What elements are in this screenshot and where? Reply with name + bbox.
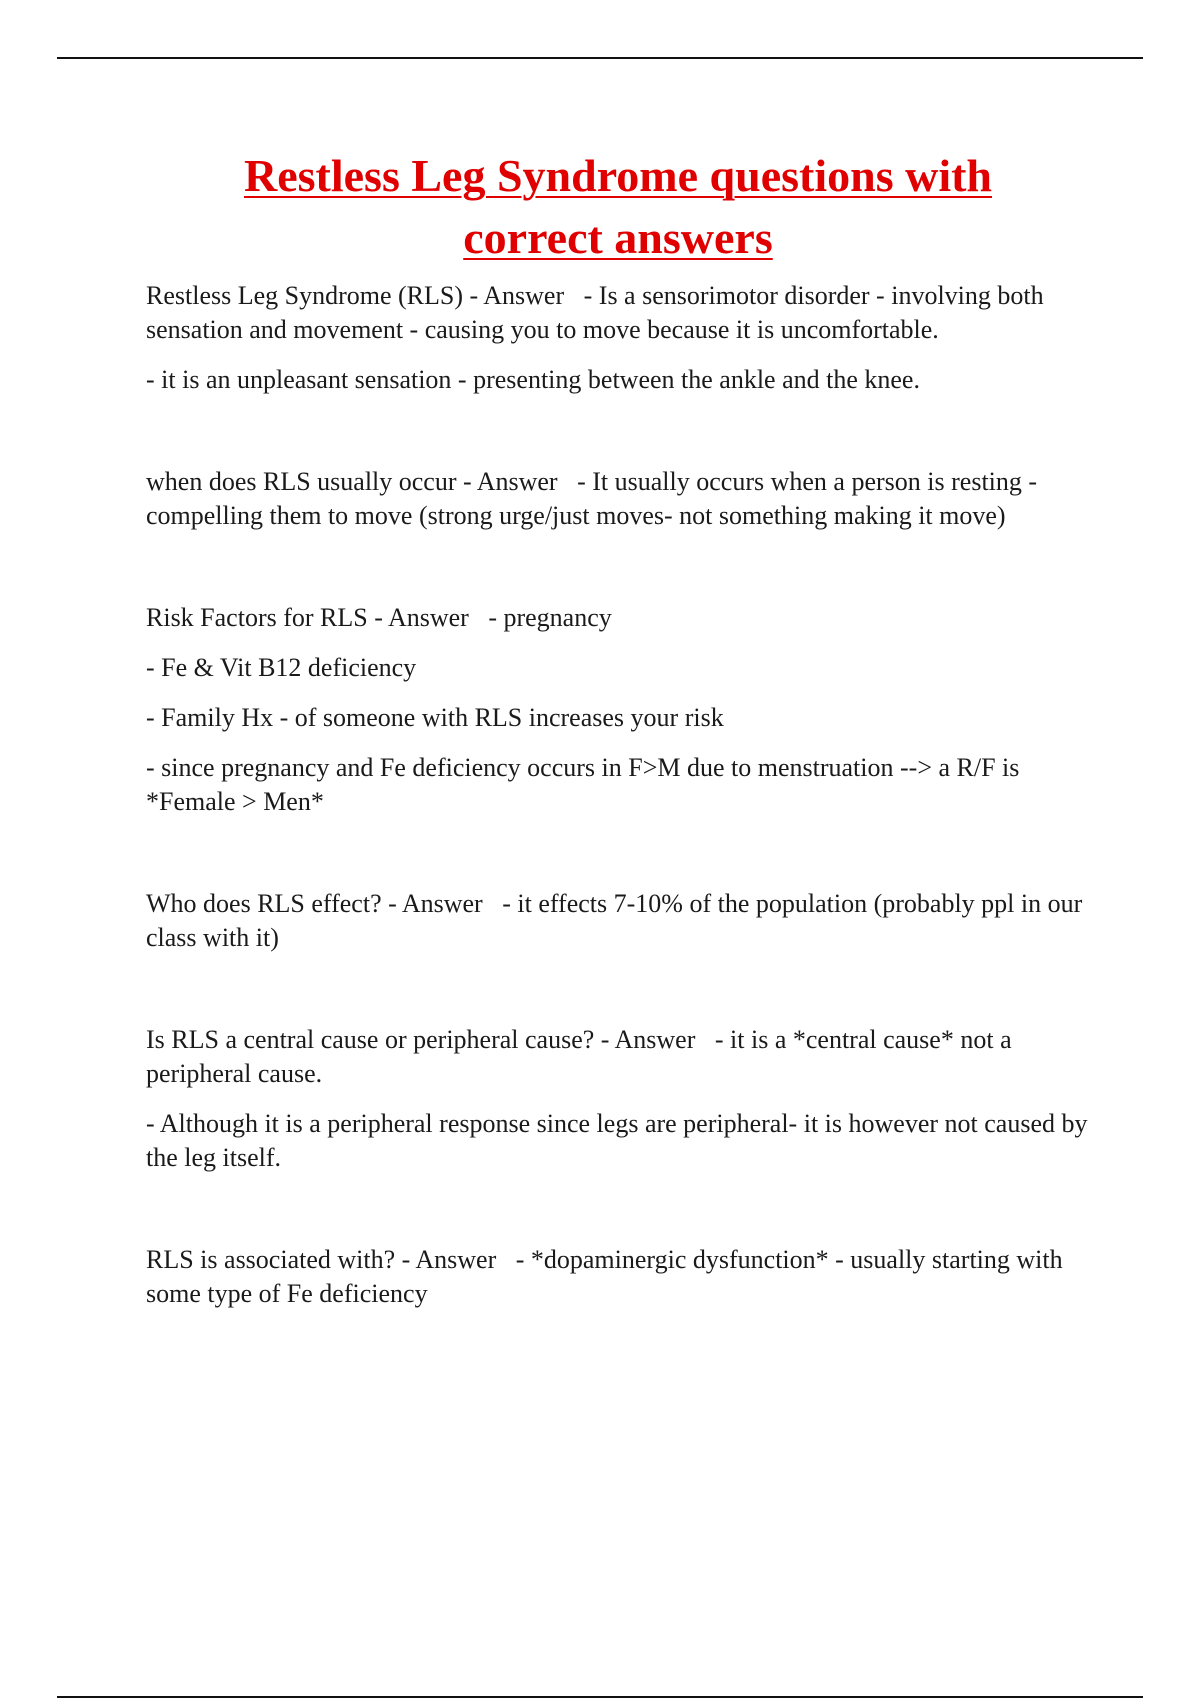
qa-extra-line: - Fe & Vit B12 deficiency [146, 653, 417, 682]
qa-item [146, 279, 1096, 397]
qa-first-line [146, 887, 1096, 955]
qa-item [146, 1243, 1096, 1311]
qa-extra-line: - it is an unpleasant sensation - presenting between the ankle and the knee. [146, 365, 920, 394]
qa-answer: - it is a *central cause* not a peripheral cause. [146, 1025, 1012, 1088]
page-title [100, 145, 1136, 269]
qa-first-line [146, 279, 1096, 347]
top-rule [57, 57, 1143, 59]
qa-question: Is RLS a central cause or peripheral cause? - Answer [146, 1025, 696, 1054]
qa-item [146, 1023, 1096, 1175]
qa-question: Restless Leg Syndrome (RLS) - Answer [146, 281, 565, 310]
title-line-1: Restless Leg Syndrome questions with [244, 150, 992, 201]
bottom-rule [57, 1696, 1143, 1698]
qa-answer: - it effects 7-10% of the population (probably ppl in our class with it) [146, 889, 1083, 952]
qa-answer: - pregnancy [488, 603, 612, 632]
qa-question: when does RLS usually occur - Answer [146, 467, 558, 496]
qa-extra-line: - since pregnancy and Fe deficiency occurs in F>M due to menstruation --> a R/F is *Female > Men* [146, 753, 1020, 816]
qa-first-line [146, 465, 1096, 533]
qa-first-line [146, 601, 1096, 635]
qa-extra-line: - Although it is a peripheral response since legs are peripheral- it is however not caused by the leg itself. [146, 1109, 1088, 1172]
qa-extra-line: - Family Hx - of someone with RLS increases your risk [146, 703, 724, 732]
qa-first-line [146, 1023, 1096, 1091]
qa-first-line [146, 1243, 1096, 1311]
title-line-2: correct answers [463, 212, 773, 263]
qa-answer: - Is a sensorimotor disorder - involving both sensation and movement - causing you to move because it is uncomfortable. [146, 281, 1044, 344]
qa-question: Who does RLS effect? - Answer [146, 889, 483, 918]
qa-list [146, 279, 1096, 1311]
qa-answer: - It usually occurs when a person is resting - compelling them to move (strong urge/just moves- not something making it move) [146, 467, 1038, 530]
qa-item [146, 601, 1096, 819]
qa-question: RLS is associated with? - Answer [146, 1245, 497, 1274]
qa-answer: - *dopaminergic dysfunction* - usually starting with some type of Fe deficiency [146, 1245, 1063, 1308]
qa-question: Risk Factors for RLS - Answer [146, 603, 469, 632]
qa-item [146, 465, 1096, 533]
qa-item [146, 887, 1096, 955]
